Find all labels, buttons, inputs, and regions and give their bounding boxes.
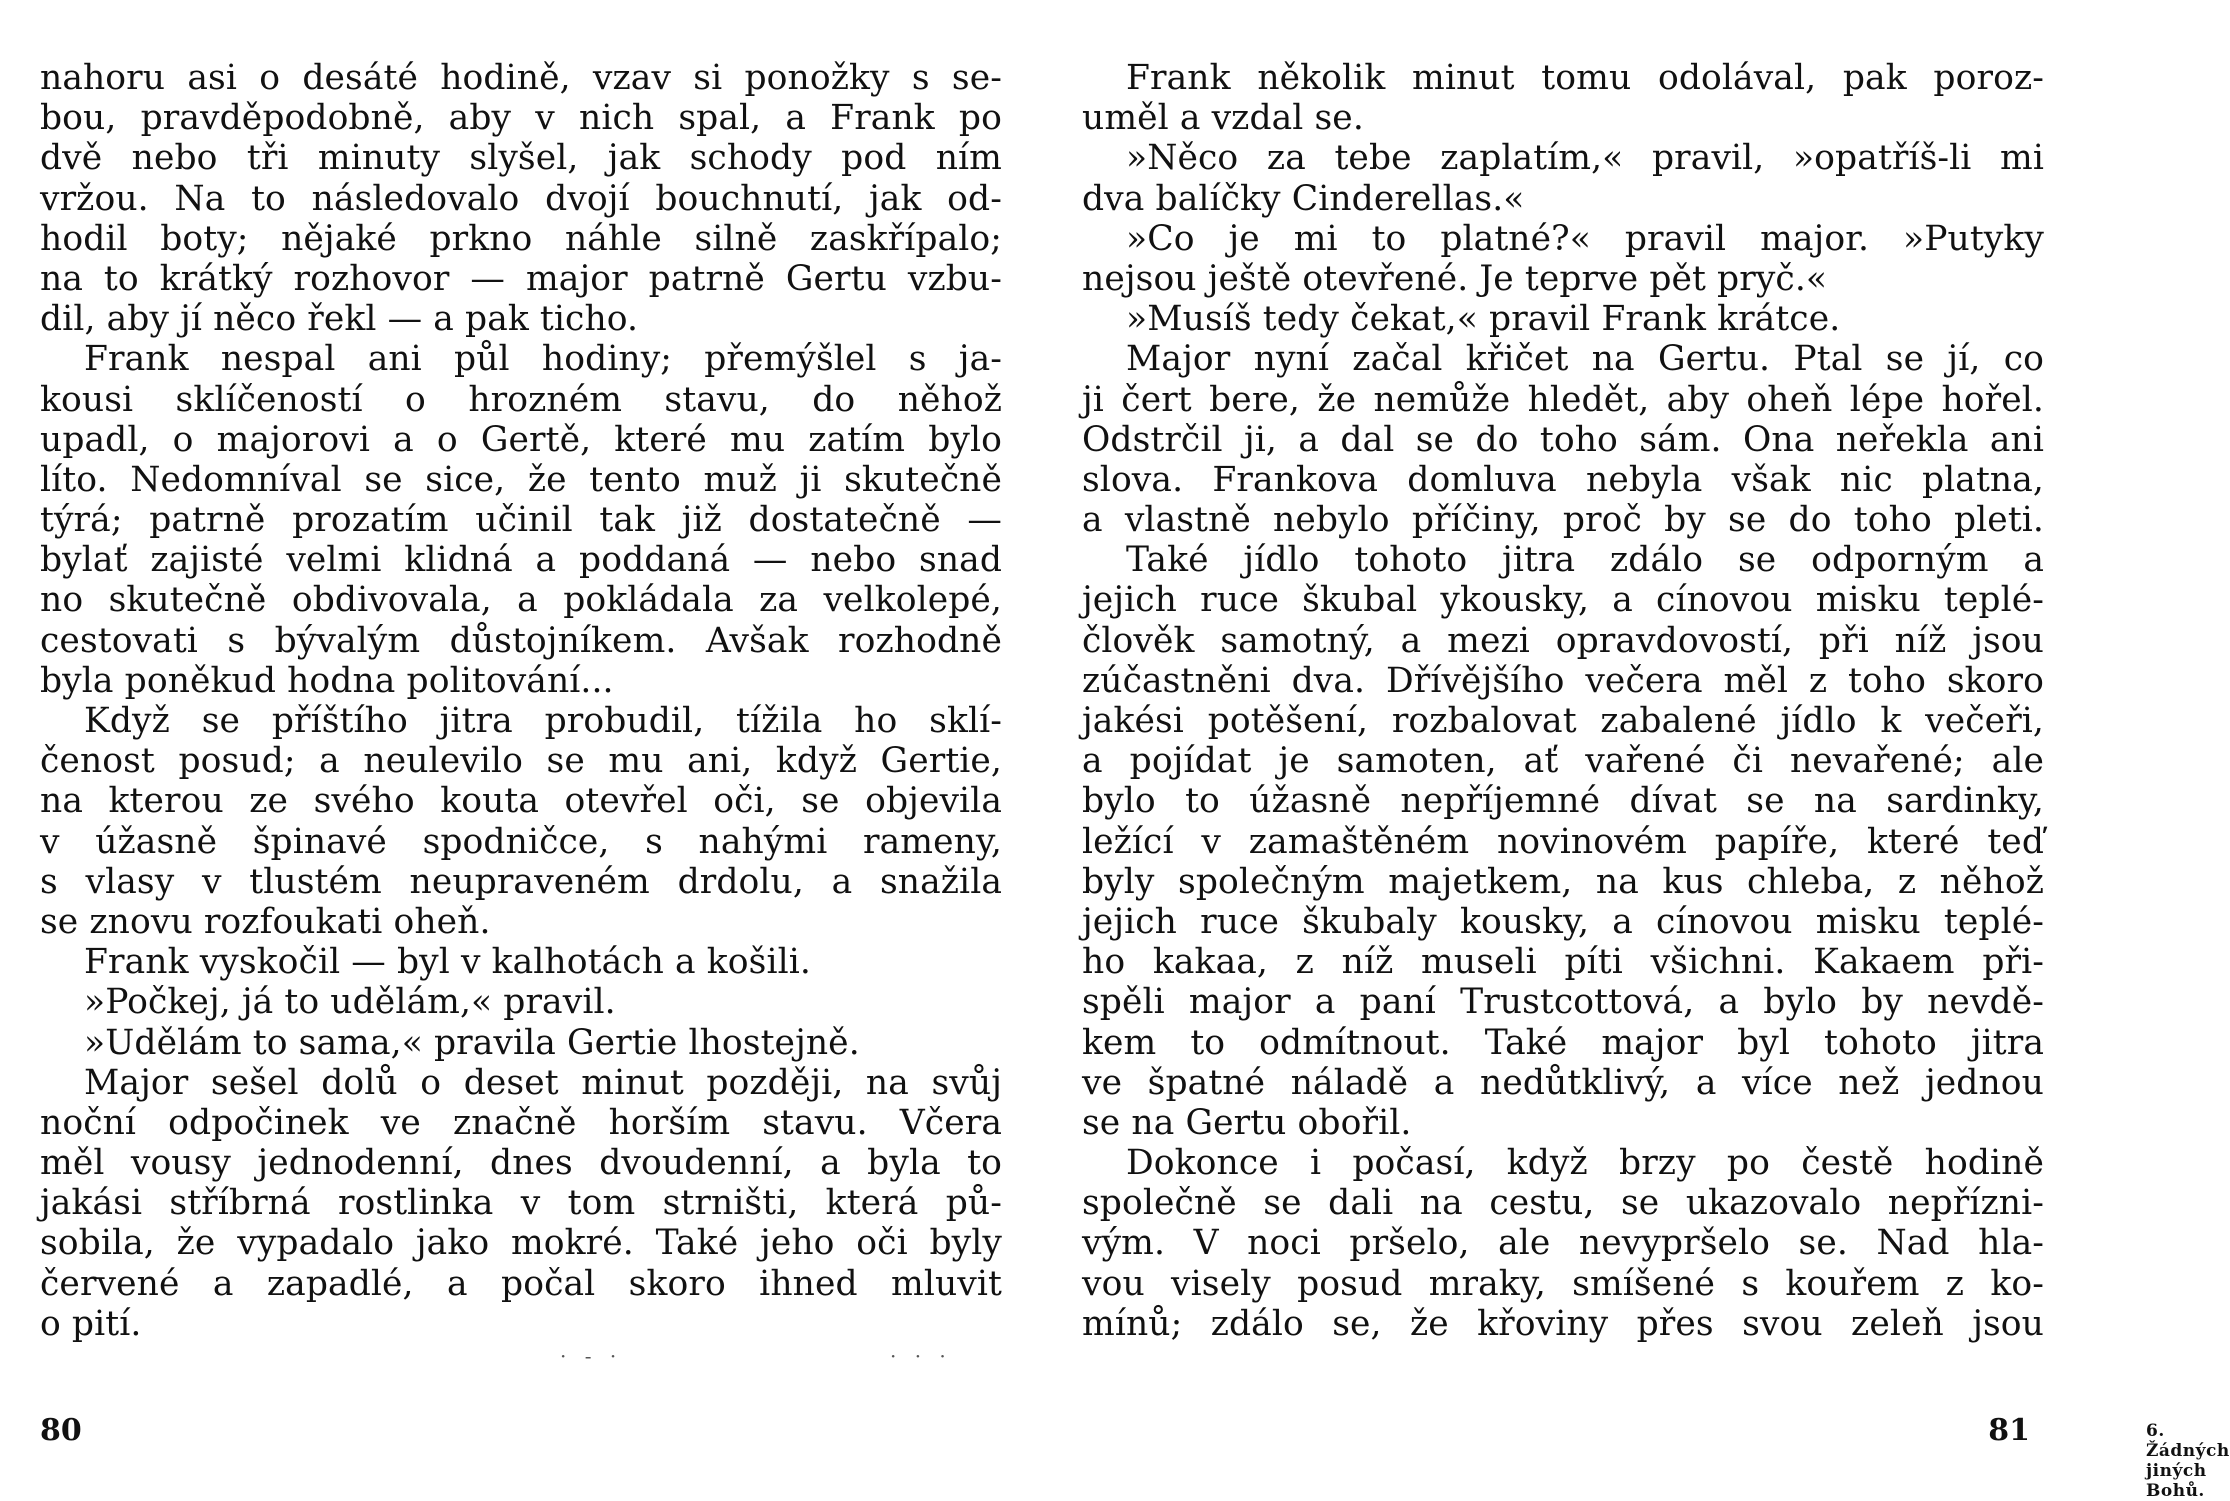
- text-line: »Musíš tedy čekat,« pravil Frank krátce.: [1126, 299, 1841, 340]
- text-line: Také jídlo tohoto jitra zdálo se odporným a: [1126, 540, 2044, 581]
- text-line: ležící v zamaštěném novinovém papíře, které teď: [1082, 821, 2044, 862]
- text-line: »Co je mi to platné?« pravil major. »Putyky: [1126, 218, 2044, 259]
- text-line: týrá; patrně prozatím učinil tak již dostatečně —: [40, 500, 1002, 541]
- text-line: vým. V noci pršelo, ale nevypršelo se. Nad hla-: [1082, 1223, 2044, 1264]
- text-line: uměl a vzdal se.: [1082, 98, 1364, 139]
- text-line: nahoru asi o desáté hodině, vzav si ponožky s se-: [40, 58, 1002, 98]
- text-line: jejich ruce škubal ykousky, a cínovou misku teplé-: [1082, 580, 2044, 621]
- text-line: Dokonce i počasí, když brzy po čestě hodině: [1126, 1143, 2044, 1184]
- text-line: jejich ruce škubaly kousky, a cínovou misku teplé-: [1082, 901, 2044, 942]
- print-specks: · - ·: [560, 1344, 623, 1368]
- text-line: byla poněkud hodna politování...: [40, 660, 614, 701]
- running-foot: 6. Žádných jiných Bohů.: [2146, 1421, 2230, 1501]
- text-line: kem to odmítnout. Také major byl tohoto jitra: [1082, 1022, 2044, 1063]
- text-line: bylo to úžasně nepříjemné dívat se na sardinky,: [1082, 781, 2044, 822]
- text-line: kousi sklíčeností o hrozném stavu, do něhož: [40, 379, 1002, 420]
- text-line: ho kakaa, z níž museli píti všichni. Kakaem při-: [1082, 942, 2044, 983]
- text-line: dil, aby jí něco řekl — a pak ticho.: [40, 299, 639, 340]
- text-line: no skutečně obdivovala, a pokládala za velkolepé,: [40, 580, 1002, 621]
- text-line: a pojídat je samoten, ať vařené či nevařené; ale: [1082, 741, 2044, 782]
- text-line: o pití.: [40, 1303, 142, 1344]
- text-line: Když se příštího jitra probudil, tížila ho sklí-: [84, 701, 1002, 741]
- text-line: slova. Frankova domluva nebyla však nic platna,: [1082, 459, 2044, 500]
- print-specks: · · ·: [890, 1344, 952, 1368]
- text-line: líto. Nedomníval se sice, že tento muž ji skutečně: [40, 459, 1002, 500]
- right-page-text: [1082, 58, 2044, 1344]
- text-line: »Něco za tebe zaplatím,« pravil, »opatříš-li mi: [1126, 138, 2044, 179]
- text-line: zúčastněni dva. Dřívějšího večera měl z toho skoro: [1082, 660, 2044, 701]
- text-line: jakási stříbrná rostlinka v tom strništi, která pů-: [40, 1183, 1002, 1224]
- text-line: čenost posud; a neulevilo se mu ani, když Gertie,: [40, 741, 1002, 782]
- text-line: mínů; zdálo se, že křoviny přes svou zeleň jsou: [1082, 1303, 2044, 1344]
- text-line: spěli major a paní Trustcottová, a bylo by nevdě-: [1082, 982, 2044, 1023]
- page-number: 80: [40, 1413, 82, 1448]
- text-line: Major sešel dolů o deset minut později, na svůj: [84, 1062, 1002, 1103]
- text-line: společně se dali na cestu, se ukazovalo nepřízni-: [1082, 1183, 2044, 1224]
- text-line: dvě nebo tři minuty slyšel, jak schody pod ním: [40, 138, 1002, 179]
- text-line: na to krátký rozhovor — major patrně Gertu vzbu-: [40, 258, 1002, 299]
- text-line: vržou. Na to následovalo dvojí bouchnutí, jak od-: [40, 178, 1002, 219]
- text-line: jakési potěšení, rozbalovat zabalené jídlo k večeři,: [1082, 701, 2044, 741]
- text-line: Odstrčil ji, a dal se do toho sám. Ona neřekla ani: [1082, 419, 2044, 460]
- text-line: hodil boty; nějaké prkno náhle silně zaskřípalo;: [40, 218, 1002, 259]
- text-line: »Počkej, já to udělám,« pravil.: [84, 982, 616, 1023]
- text-line: měl vousy jednodenní, dnes dvoudenní, a byla to: [40, 1143, 1002, 1184]
- text-line: vou visely posud mraky, smíšené s kouřem z ko-: [1082, 1263, 2044, 1304]
- text-line: Major nyní začal křičet na Gertu. Ptal se jí, co: [1126, 339, 2044, 380]
- text-line: s vlasy v tlustém neupraveném drdolu, a snažila: [40, 861, 1002, 902]
- text-line: Frank vyskočil — byl v kalhotách a košili.: [84, 942, 811, 983]
- text-line: Frank nespal ani půl hodiny; přemýšlel s ja-: [84, 339, 1002, 380]
- text-line: dva balíčky Cinderellas.«: [1082, 178, 1525, 219]
- text-line: nejsou ještě otevřené. Je teprve pět pryč.«: [1082, 258, 1828, 299]
- text-line: sobila, že vypadalo jako mokré. Také jeho oči byly: [40, 1223, 1002, 1264]
- text-line: a vlastně nebylo příčiny, proč by se do toho pleti.: [1082, 500, 2044, 541]
- text-line: upadl, o majorovi a o Gertě, které mu zatím bylo: [40, 419, 1002, 460]
- text-line: noční odpočinek ve značně horším stavu. Včera: [40, 1102, 1002, 1143]
- text-line: bylať zajisté velmi klidná a poddaná — nebo snad: [40, 540, 1002, 581]
- text-line: člověk samotný, a mezi opravdovostí, při níž jsou: [1082, 620, 2044, 661]
- text-line: byly společným majetkem, na kus chleba, z něhož: [1082, 861, 2044, 902]
- page-number: 81: [1988, 1413, 2030, 1448]
- text-line: na kterou ze svého kouta otevřel oči, se objevila: [40, 781, 1002, 822]
- text-line: ve špatné náladě a nedůtklivý, a více než jednou: [1082, 1062, 2044, 1103]
- text-line: se na Gertu obořil.: [1082, 1102, 1412, 1143]
- text-line: Frank několik minut tomu odolával, pak poroz-: [1126, 58, 2044, 98]
- text-line: bou, pravděpodobně, aby v nich spal, a Frank po: [40, 98, 1002, 139]
- text-line: cestovati s bývalým důstojníkem. Avšak rozhodně: [40, 620, 1002, 661]
- text-line: se znovu rozfoukati oheň.: [40, 901, 491, 942]
- left-page-text: [40, 58, 1002, 1344]
- text-line: »Udělám to sama,« pravila Gertie lhostejně.: [84, 1022, 860, 1063]
- right-page: [1036, 0, 2230, 1501]
- left-page: [0, 0, 1036, 1500]
- text-line: ji čert bere, že nemůže hledět, aby oheň lépe hořel.: [1082, 379, 2044, 420]
- text-line: červené a zapadlé, a počal skoro ihned mluvit: [40, 1263, 1002, 1304]
- text-line: v úžasně špinavé spodničce, s nahými rameny,: [40, 821, 1002, 862]
